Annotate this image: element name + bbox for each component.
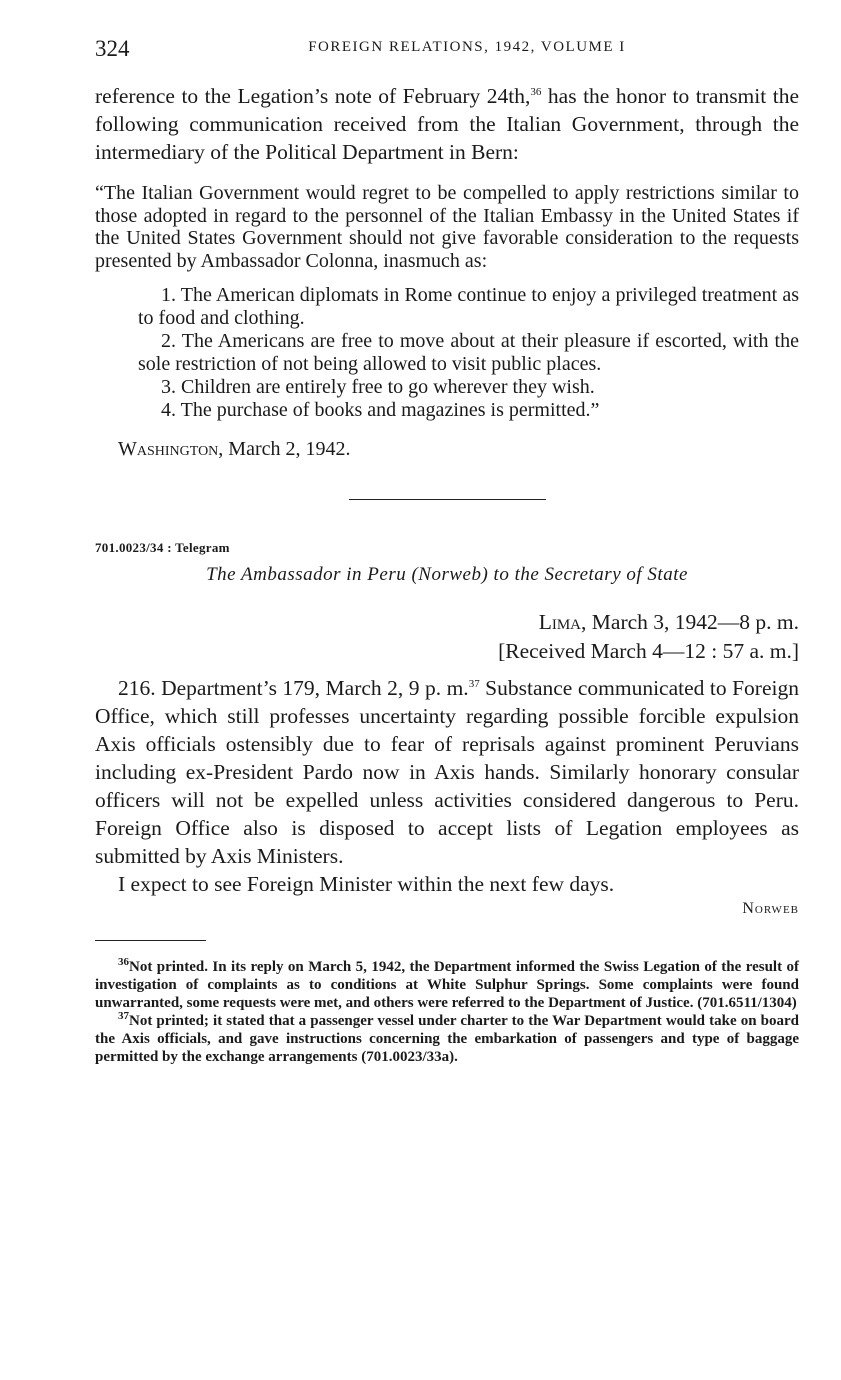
- intro-paragraph: [95, 82, 799, 166]
- quoted-communication: “The Italian Government would regret to be compelled to apply restrictions similar to those adopted in regard to the personnel of the Italian Embassy in the United States if the United States Government should not give favorable consideration to the requests presented by Ambassador Colonna, inasmuch as:: [95, 182, 799, 272]
- footnote-ref-37[interactable]: 37: [468, 677, 480, 690]
- footnote-ref-36[interactable]: 36: [530, 85, 542, 98]
- telegram-received: [Received March 4—12 : 57 a. m.]: [498, 639, 799, 663]
- telegram-text-after: Substance communicated to Foreign Office, which still professes uncertainty regarding possible forcible expulsion Axis officials ostensibly due to fear of reprisals against prominent Peruvians including ex-President Pardo now in Axis hands. Similarly honorary consular officers will not be expelled unless activities considered dangerous to Peru. Foreign Office also is disposed to accept lists of Legation employees as submitted by Axis Ministers.: [95, 676, 799, 868]
- footnote-text: Not printed. In its reply on March 5, 1942, the Department informed the Swiss Legation of the result of investigation of complaints as to conditions at White Sulphur Springs. Some complaints were found unwarranted, some requests were met, and others were referred to the Department of Justice. (701.6511/1304): [95, 959, 799, 1011]
- document-page: [95, 30, 799, 1066]
- telegram-text-before: 216. Department’s 179, March 2, 9 p. m.: [118, 676, 469, 700]
- list-item: 1. The American diplomats in Rome continue to enjoy a privileged treatment as to food and clothing.: [138, 284, 799, 329]
- signature: Norweb: [742, 900, 799, 917]
- page-number: 324: [95, 36, 130, 61]
- list-item: 2. The Americans are free to move about at their pleasure if escorted, with the sole restriction of not being allowed to visit public places.: [138, 330, 799, 375]
- telegram-place: Lima: [538, 610, 582, 634]
- footnote-marker: 37: [118, 1010, 129, 1022]
- list-item: 3. Children are entirely free to go wherever they wish.: [161, 376, 595, 398]
- telegram-sent: , March 3, 1942—8 p. m.: [581, 610, 799, 634]
- dateline: [118, 438, 799, 461]
- list-item: 4. The purchase of books and magazines is permitted.”: [161, 399, 600, 421]
- dateline-place: Washington: [118, 438, 219, 460]
- telegram-paragraph: [95, 674, 799, 870]
- footnote-marker: 36: [118, 956, 129, 968]
- intro-text-after: has the honor to transmit the following communication received from the Italian Government, through the intermediary of the Political Department in Bern:: [95, 84, 800, 164]
- page-header: [95, 30, 799, 66]
- footnote: [95, 1012, 799, 1066]
- telegram-closing-paragraph: I expect to see Foreign Minister within the next few days.: [118, 872, 615, 896]
- footnote: [95, 958, 799, 1012]
- footnote-text: Not printed; it stated that a passenger vessel under charter to the War Department would take on board the Axis officials, and gave instructions concerning the embarkation of passengers and type of baggage permitted by the exchange arrangements (701.0023/33a).: [95, 1013, 799, 1065]
- telegram-sent-line: [95, 608, 799, 637]
- footnote-divider: [95, 940, 206, 941]
- section-divider: [349, 499, 546, 500]
- file-reference: 701.0023/34 : Telegram: [95, 540, 230, 555]
- quoted-points-list: [138, 284, 799, 422]
- dateline-date: , March 2, 1942.: [218, 438, 351, 460]
- running-head: FOREIGN RELATIONS, 1942, VOLUME I: [308, 39, 626, 55]
- document-title: The Ambassador in Peru (Norweb) to the Secretary of State: [206, 564, 688, 585]
- intro-text-before: reference to the Legation’s note of February 24th,: [95, 84, 531, 108]
- footnotes: [95, 958, 799, 1066]
